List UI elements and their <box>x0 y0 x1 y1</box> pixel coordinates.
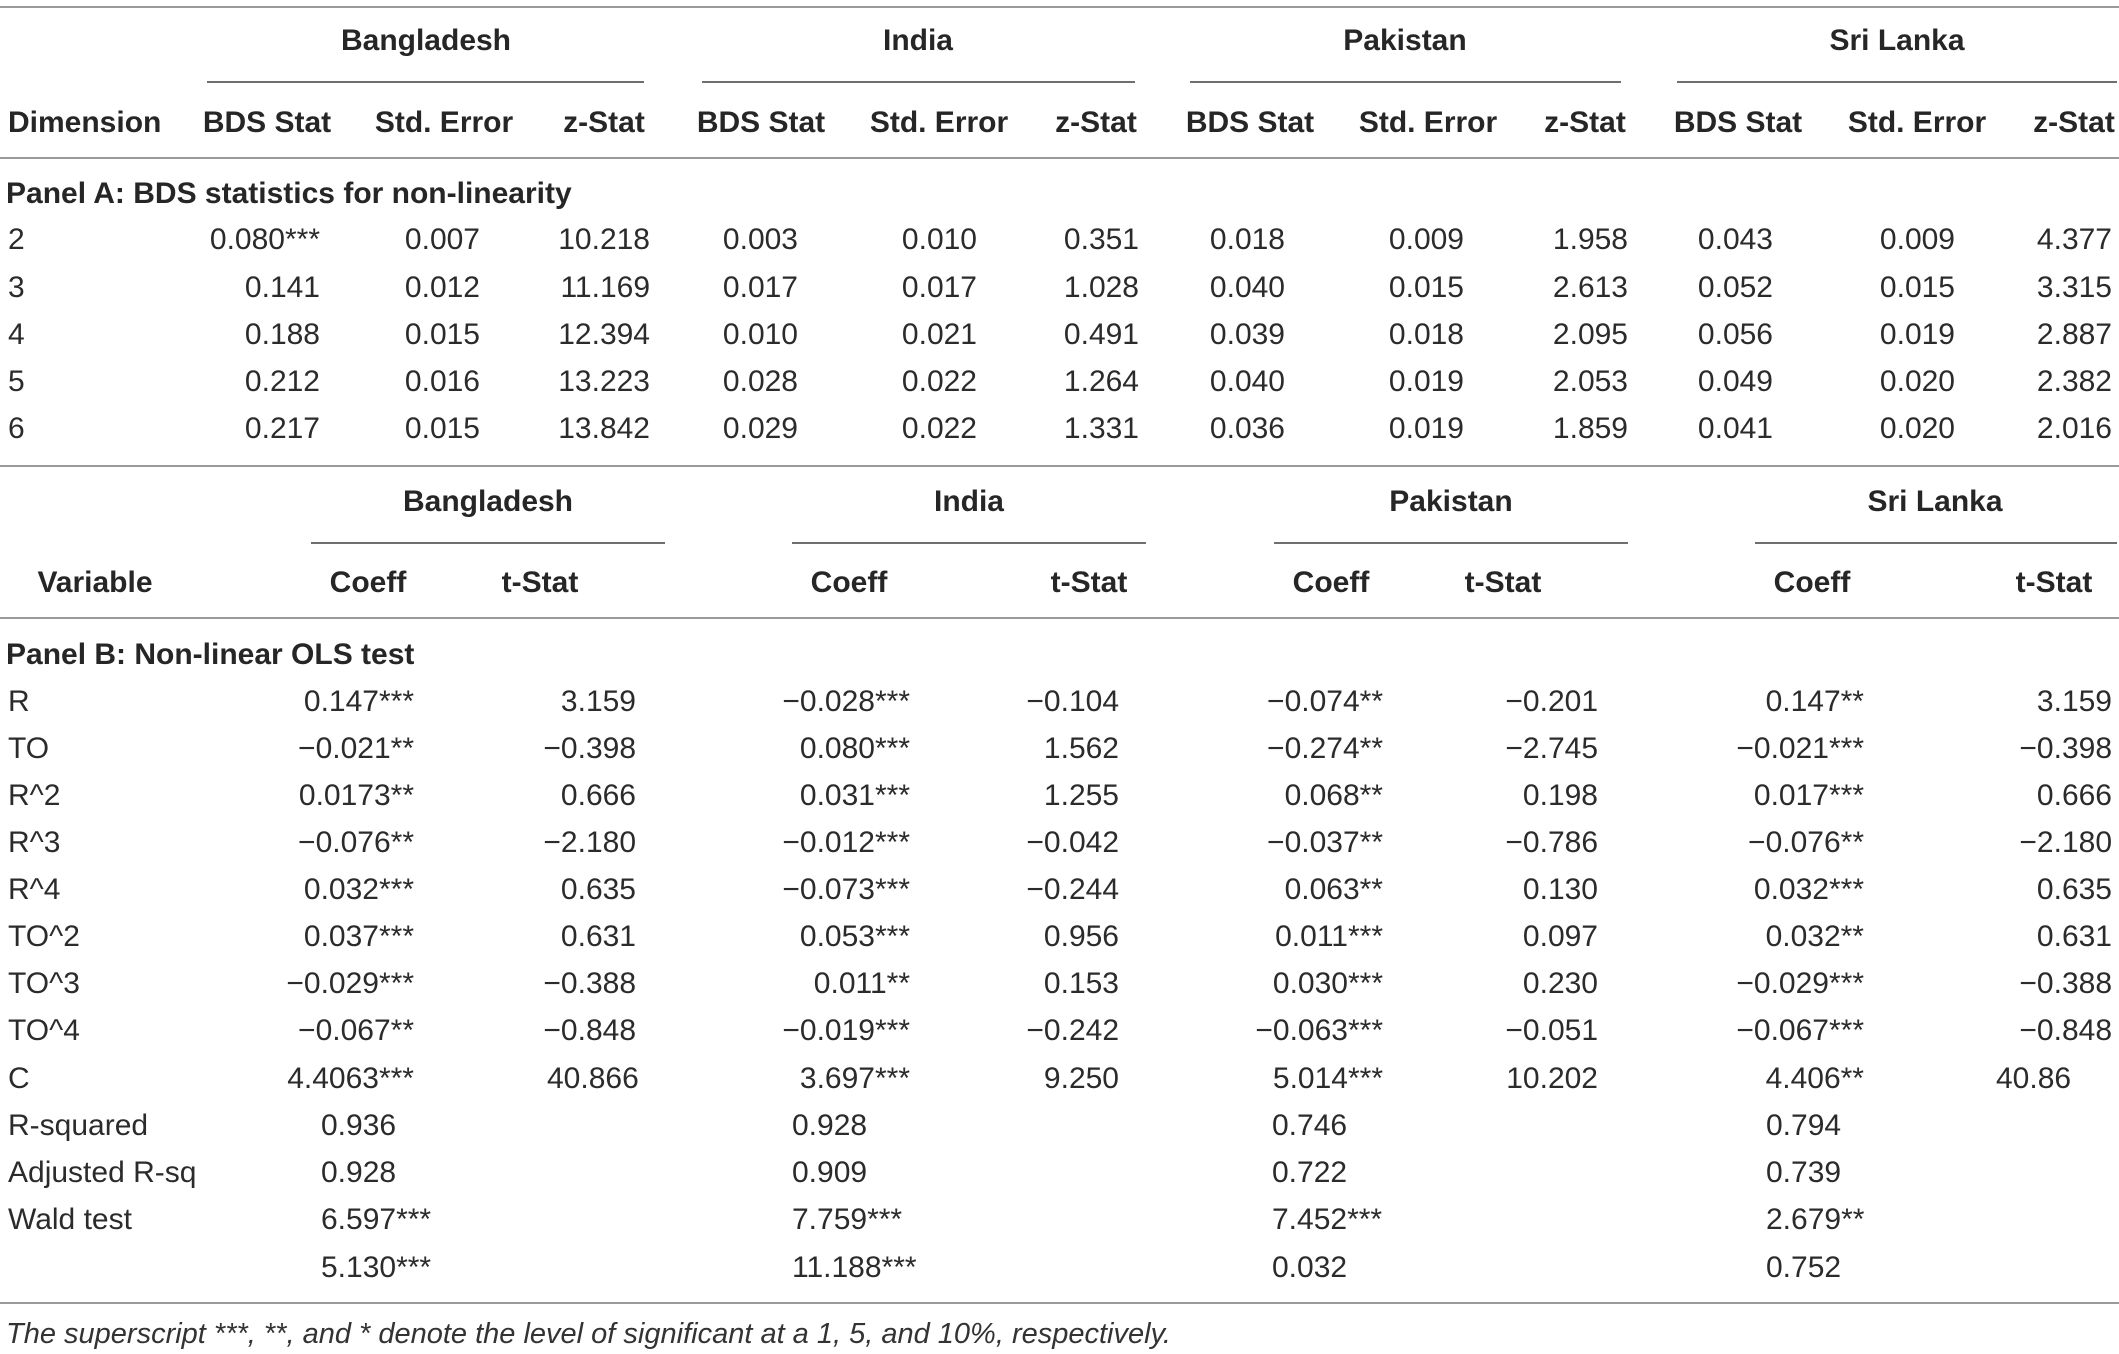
variable-header: Variable <box>37 566 153 599</box>
row-label: 2 <box>8 223 25 256</box>
data-cell: 0.015 <box>1879 271 1955 304</box>
column-header: Coeff <box>810 566 888 599</box>
coeff-cell: 4.406** <box>1765 1062 1864 1095</box>
group-header: Bangladesh <box>340 24 512 57</box>
tstat-cell: 0.198 <box>1522 779 1598 812</box>
group-header: Pakistan <box>1343 24 1467 57</box>
data-cell: 0.015 <box>404 318 480 351</box>
tstat-cell: 1.562 <box>1043 732 1119 765</box>
column-header: Coeff <box>1292 566 1370 599</box>
tstat-cell: 3.159 <box>2036 685 2112 718</box>
coeff-cell: 7.759*** <box>792 1203 903 1236</box>
coeff-cell: −0.021** <box>298 732 414 765</box>
coeff-cell: −0.076** <box>298 826 414 859</box>
coeff-cell: 2.679** <box>1766 1203 1865 1236</box>
data-cell: 0.019 <box>1879 318 1955 351</box>
coeff-cell: −0.019*** <box>782 1014 910 1047</box>
data-cell: 0.010 <box>722 318 798 351</box>
coeff-cell: 6.597*** <box>321 1203 432 1236</box>
coeff-cell: −0.029*** <box>1736 967 1864 1000</box>
group-underline-a-bangladesh <box>207 81 644 83</box>
tstat-cell: 0.635 <box>2036 873 2112 906</box>
tstat-cell: 1.255 <box>1043 779 1119 812</box>
data-cell: 0.022 <box>901 412 977 445</box>
tstat-cell: −0.786 <box>1505 826 1598 859</box>
data-cell: 12.394 <box>558 318 650 351</box>
coeff-cell: 5.014*** <box>1272 1062 1383 1095</box>
coeff-cell: 0.722 <box>1272 1156 1348 1189</box>
data-cell: 4.377 <box>2036 223 2112 256</box>
data-cell: 2.053 <box>1552 365 1628 398</box>
data-cell: 0.020 <box>1879 365 1955 398</box>
coeff-cell: 0.909 <box>792 1156 868 1189</box>
coeff-cell: 0.032 <box>1272 1251 1348 1284</box>
data-cell: 3.315 <box>2036 271 2112 304</box>
coeff-cell: −0.037** <box>1267 826 1383 859</box>
row-label: R^2 <box>8 779 61 812</box>
coeff-cell: 0.032** <box>1765 920 1864 953</box>
rule-panel-a-header <box>0 157 2119 159</box>
tstat-cell: 3.159 <box>560 685 636 718</box>
group-underline-a-pakistan <box>1190 81 1621 83</box>
coeff-cell: 0.031*** <box>799 779 910 812</box>
coeff-cell: 7.452*** <box>1272 1203 1383 1236</box>
tstat-cell: −0.201 <box>1505 685 1598 718</box>
data-cell: 0.017 <box>901 271 977 304</box>
data-cell: 11.169 <box>560 271 650 304</box>
tstat-cell: −0.388 <box>543 967 636 1000</box>
data-cell: 0.217 <box>244 412 320 445</box>
coeff-cell: 0.053*** <box>799 920 910 953</box>
coeff-cell: 0.936 <box>321 1109 397 1142</box>
data-cell: 0.351 <box>1063 223 1139 256</box>
row-label: TO^3 <box>8 967 80 1000</box>
group-header: Pakistan <box>1389 485 1513 518</box>
data-cell: 1.028 <box>1063 271 1139 304</box>
data-cell: 0.020 <box>1879 412 1955 445</box>
coeff-cell: −0.073*** <box>782 873 910 906</box>
data-cell: 2.613 <box>1552 271 1628 304</box>
data-cell: 0.015 <box>404 412 480 445</box>
data-cell: 0.080*** <box>209 223 320 256</box>
coeff-cell: 0.080*** <box>799 732 910 765</box>
row-label: 4 <box>8 318 25 351</box>
coeff-cell: 0.0173** <box>298 779 414 812</box>
data-cell: 0.491 <box>1063 318 1139 351</box>
row-label: R^3 <box>8 826 61 859</box>
row-label: R^4 <box>8 873 61 906</box>
group-header: India <box>882 24 953 57</box>
tstat-cell: 0.631 <box>2036 920 2112 953</box>
tstat-cell: −0.848 <box>2019 1014 2112 1047</box>
group-header: India <box>933 485 1004 518</box>
panel-title: Panel A: BDS statistics for non-linearity <box>6 177 572 210</box>
dimension-header: Dimension <box>8 106 162 139</box>
coeff-cell: 0.063** <box>1284 873 1383 906</box>
coeff-cell: 0.032*** <box>303 873 414 906</box>
coeff-cell: 4.4063*** <box>287 1062 414 1095</box>
data-cell: 0.019 <box>1388 412 1464 445</box>
group-underline-b-bangladesh <box>311 542 665 544</box>
row-label: TO <box>8 732 50 765</box>
tstat-cell: 0.666 <box>560 779 636 812</box>
data-cell: 0.007 <box>404 223 480 256</box>
column-header: z-Stat <box>1544 106 1626 139</box>
data-cell: 1.859 <box>1552 412 1628 445</box>
group-header: Sri Lanka <box>1829 24 1965 57</box>
coeff-cell: −0.063*** <box>1255 1014 1383 1047</box>
data-cell: 0.049 <box>1697 365 1773 398</box>
tstat-cell: −2.180 <box>543 826 636 859</box>
tstat-cell: −0.051 <box>1505 1014 1598 1047</box>
column-header: BDS Stat <box>1673 106 1803 139</box>
column-header: Coeff <box>329 566 407 599</box>
row-label: 3 <box>8 271 25 304</box>
column-header: Std. Error <box>1358 106 1498 139</box>
data-cell: 0.022 <box>901 365 977 398</box>
row-label: 5 <box>8 365 25 398</box>
data-cell: 1.331 <box>1063 412 1139 445</box>
data-cell: 2.887 <box>2036 318 2112 351</box>
coeff-cell: 0.928 <box>792 1109 868 1142</box>
tstat-cell: 0.230 <box>1522 967 1598 1000</box>
data-cell: 0.018 <box>1209 223 1285 256</box>
row-label: Wald test <box>8 1203 132 1236</box>
rule-panel-a-end <box>0 465 2119 467</box>
rule-top <box>0 6 2119 8</box>
column-header: BDS Stat <box>1185 106 1315 139</box>
data-cell: 1.264 <box>1063 365 1139 398</box>
data-cell: 0.188 <box>244 318 320 351</box>
coeff-cell: −0.021*** <box>1736 732 1864 765</box>
row-label: TO^4 <box>8 1014 80 1047</box>
tstat-cell: −0.388 <box>2019 967 2112 1000</box>
group-underline-a-srilanka <box>1677 81 2117 83</box>
row-label: R-squared <box>8 1109 149 1142</box>
coeff-cell: −0.067*** <box>1736 1014 1864 1047</box>
rule-panel-b-end <box>0 1302 2119 1304</box>
data-cell: 0.029 <box>722 412 798 445</box>
tstat-cell: 0.153 <box>1043 967 1119 1000</box>
tstat-cell: −0.848 <box>543 1014 636 1047</box>
data-cell: 0.041 <box>1697 412 1773 445</box>
data-cell: 0.016 <box>404 365 480 398</box>
data-cell: 0.056 <box>1697 318 1773 351</box>
data-cell: 0.040 <box>1209 365 1285 398</box>
tstat-cell: −0.244 <box>1026 873 1119 906</box>
coeff-cell: −0.028*** <box>782 685 910 718</box>
coeff-cell: 3.697*** <box>799 1062 910 1095</box>
column-header: z-Stat <box>563 106 645 139</box>
tstat-cell: −0.242 <box>1026 1014 1119 1047</box>
coeff-cell: 0.752 <box>1766 1251 1842 1284</box>
column-header: BDS Stat <box>696 106 826 139</box>
coeff-cell: −0.074** <box>1267 685 1383 718</box>
tstat-cell: −0.398 <box>2019 732 2112 765</box>
tstat-cell: −0.104 <box>1026 685 1119 718</box>
coeff-cell: 0.032*** <box>1753 873 1864 906</box>
column-header: t-Stat <box>1464 566 1542 599</box>
data-cell: 0.018 <box>1388 318 1464 351</box>
tstat-cell: −0.398 <box>543 732 636 765</box>
footnote: The superscript ***, **, and * denote the level of significant at a 1, 5, and 10%, respectively. <box>6 1318 1171 1350</box>
panel-title: Panel B: Non-linear OLS test <box>6 638 415 671</box>
tstat-cell: 9.250 <box>1043 1062 1119 1095</box>
coeff-cell: 0.794 <box>1766 1109 1842 1142</box>
row-label: C <box>8 1062 30 1095</box>
data-cell: 1.958 <box>1552 223 1628 256</box>
group-underline-b-pakistan <box>1274 542 1628 544</box>
data-cell: 10.218 <box>558 223 650 256</box>
data-cell: 0.021 <box>901 318 977 351</box>
coeff-cell: 0.011** <box>813 967 910 1000</box>
row-label: TO^2 <box>8 920 80 953</box>
column-header: Std. Error <box>374 106 514 139</box>
tstat-cell: 10.202 <box>1506 1062 1598 1095</box>
column-header: t-Stat <box>501 566 579 599</box>
data-cell: 2.095 <box>1552 318 1628 351</box>
data-cell: 0.010 <box>901 223 977 256</box>
coeff-cell: −0.029*** <box>286 967 414 1000</box>
coeff-cell: 0.928 <box>321 1156 397 1189</box>
coeff-cell: 0.746 <box>1272 1109 1348 1142</box>
tstat-cell: 0.635 <box>560 873 636 906</box>
tstat-cell: 40.86 <box>1996 1062 2072 1095</box>
coeff-cell: 0.011*** <box>1275 920 1383 953</box>
tstat-cell: 0.666 <box>2036 779 2112 812</box>
data-cell: 0.040 <box>1209 271 1285 304</box>
row-label: 6 <box>8 412 25 445</box>
group-underline-b-india <box>792 542 1146 544</box>
data-cell: 0.003 <box>722 223 798 256</box>
tstat-cell: 40.866 <box>547 1062 639 1095</box>
coeff-cell: −0.274** <box>1267 732 1383 765</box>
group-underline-b-srilanka <box>1755 542 2117 544</box>
data-cell: 0.017 <box>722 271 798 304</box>
rule-panel-b-header <box>0 617 2119 619</box>
coeff-cell: 0.030*** <box>1272 967 1383 1000</box>
coeff-cell: 0.147*** <box>303 685 414 718</box>
group-header: Bangladesh <box>402 485 574 518</box>
tstat-cell: 0.097 <box>1522 920 1598 953</box>
data-cell: 0.009 <box>1879 223 1955 256</box>
coeff-cell: 0.068** <box>1284 779 1383 812</box>
tstat-cell: −2.745 <box>1505 732 1598 765</box>
data-cell: 0.028 <box>722 365 798 398</box>
coeff-cell: 0.017*** <box>1753 779 1864 812</box>
data-cell: 0.036 <box>1209 412 1285 445</box>
group-header: Sri Lanka <box>1867 485 2003 518</box>
data-cell: 0.015 <box>1388 271 1464 304</box>
coeff-cell: −0.076** <box>1748 826 1864 859</box>
tstat-cell: −0.042 <box>1026 826 1119 859</box>
data-cell: 13.223 <box>558 365 650 398</box>
tstat-cell: −2.180 <box>2019 826 2112 859</box>
coeff-cell: 11.188*** <box>792 1251 917 1284</box>
column-header: Std. Error <box>869 106 1009 139</box>
tstat-cell: 0.956 <box>1043 920 1119 953</box>
data-cell: 0.212 <box>244 365 320 398</box>
data-cell: 0.019 <box>1388 365 1464 398</box>
row-label: Adjusted R-sq <box>8 1156 197 1189</box>
data-cell: 0.039 <box>1209 318 1285 351</box>
column-header: Std. Error <box>1847 106 1987 139</box>
coeff-cell: 0.147** <box>1765 685 1864 718</box>
data-cell: 0.043 <box>1697 223 1773 256</box>
column-header: Coeff <box>1773 566 1851 599</box>
coeff-cell: 0.739 <box>1766 1156 1842 1189</box>
column-header: t-Stat <box>1050 566 1128 599</box>
column-header: BDS Stat <box>202 106 332 139</box>
coeff-cell: −0.067** <box>298 1014 414 1047</box>
coeff-cell: 5.130*** <box>321 1251 432 1284</box>
data-cell: 0.141 <box>244 271 320 304</box>
group-underline-a-india <box>702 81 1135 83</box>
data-cell: 0.009 <box>1388 223 1464 256</box>
data-cell: 2.382 <box>2036 365 2112 398</box>
tstat-cell: 0.631 <box>560 920 636 953</box>
data-cell: 0.012 <box>404 271 480 304</box>
coeff-cell: 0.037*** <box>303 920 414 953</box>
column-header: t-Stat <box>2015 566 2093 599</box>
data-cell: 0.052 <box>1697 271 1773 304</box>
data-cell: 2.016 <box>2036 412 2112 445</box>
data-cell: 13.842 <box>558 412 650 445</box>
tstat-cell: 0.130 <box>1522 873 1598 906</box>
column-header: z-Stat <box>1055 106 1137 139</box>
column-header: z-Stat <box>2033 106 2115 139</box>
row-label: R <box>8 685 30 718</box>
coeff-cell: −0.012*** <box>782 826 910 859</box>
